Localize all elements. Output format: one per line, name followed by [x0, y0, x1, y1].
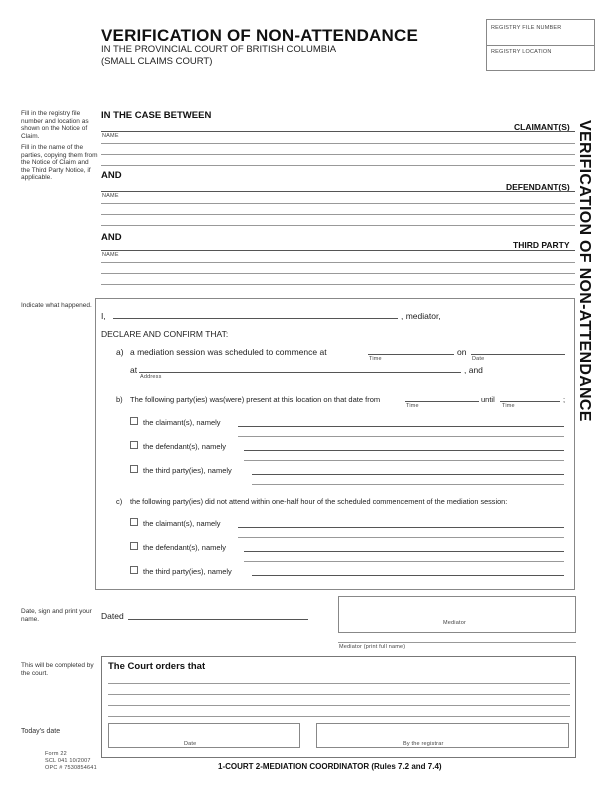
third-party-label: THIRD PARTY	[513, 240, 570, 250]
present-defendants-label: the defendant(s), namely	[143, 442, 226, 451]
mediator-print-name-field[interactable]	[338, 642, 576, 643]
present-from-time-field[interactable]	[405, 401, 479, 402]
opc-number: OPC # 7530854641	[45, 765, 97, 771]
absent-claimants-checkbox[interactable]	[130, 518, 138, 526]
court-orders-heading: The Court orders that	[108, 661, 206, 672]
and-label-1: AND	[101, 170, 122, 181]
item-a-marker: a)	[116, 347, 124, 357]
registrar-signature-box[interactable]	[316, 723, 569, 748]
registry-location-field[interactable]	[489, 56, 593, 69]
present-claimants-field[interactable]	[238, 426, 564, 427]
absent-claimants-label: the claimant(s), namely	[143, 519, 221, 528]
registrar-label: By the registrar	[403, 741, 444, 747]
registry-box	[486, 19, 595, 71]
session-address-label: Address	[140, 374, 162, 380]
present-claimants-label: the claimant(s), namely	[143, 418, 221, 427]
item-c-marker: c)	[116, 497, 123, 506]
declarant-prefix: I,	[101, 311, 106, 321]
claimant-name-label: NAME	[102, 133, 119, 139]
dated-label: Dated	[101, 611, 124, 621]
absent-defendants-label: the defendant(s), namely	[143, 543, 226, 552]
instruction-date-sign: Date, sign and print your name.	[21, 608, 92, 623]
session-time-label: Time	[369, 356, 382, 362]
instruction-registry: Fill in the registry file number and location as shown on the Notice of Claim.	[21, 110, 89, 140]
item-a-at: at	[130, 365, 138, 375]
instruction-todays-date: Today's date	[21, 728, 61, 735]
until-time-label: Time	[502, 403, 515, 409]
present-third-party-checkbox[interactable]	[130, 465, 138, 473]
form-title: VERIFICATION OF NON-ATTENDANCE	[101, 26, 419, 45]
mediator-signature-box[interactable]	[338, 596, 576, 633]
absent-claimants-field[interactable]	[238, 527, 564, 528]
present-until-time-field[interactable]	[500, 401, 560, 402]
session-address-field[interactable]	[139, 372, 461, 373]
third-party-names-field[interactable]	[101, 251, 575, 285]
mediator-signature-label: Mediator	[443, 620, 466, 626]
instruction-what-happened: Indicate what happened.	[21, 302, 92, 309]
absent-third-party-field[interactable]	[252, 575, 564, 576]
item-c-text: the following party(ies) did not attend within one-half hour of the scheduled commencement of the mediation session:	[130, 497, 508, 506]
court-date-label: Date	[184, 741, 197, 747]
vertical-form-title: VERIFICATION OF NON-ATTENDANCE	[576, 120, 593, 422]
session-date-field[interactable]	[471, 354, 565, 355]
item-b-text: The following party(ies) was(were) present at this location on that date from	[130, 395, 381, 404]
instruction-court: This will be completed by the court.	[21, 662, 94, 677]
absent-third-party-checkbox[interactable]	[130, 566, 138, 574]
defendants-label: DEFENDANT(S)	[506, 182, 570, 192]
and-label-2: AND	[101, 232, 122, 243]
declare-confirm: DECLARE AND CONFIRM THAT:	[101, 329, 229, 339]
from-time-label: Time	[406, 403, 419, 409]
form-code: SCL 041 10/2007	[45, 758, 91, 764]
mediator-suffix: , mediator,	[401, 311, 441, 321]
court-division: (SMALL CLAIMS COURT)	[101, 56, 213, 67]
session-time-field[interactable]	[368, 354, 454, 355]
item-a-on: on	[457, 347, 467, 357]
distribution-footer: 1-COURT 2-MEDIATION COORDINATOR (Rules 7.2 and 7.4)	[218, 762, 442, 771]
present-defendants-checkbox[interactable]	[130, 441, 138, 449]
item-b-semicolon: ;	[563, 395, 566, 404]
item-a-text: a mediation session was scheduled to commence at	[130, 347, 327, 357]
claimants-label: CLAIMANT(S)	[514, 122, 570, 132]
present-third-party-field[interactable]	[252, 474, 564, 475]
session-date-label: Date	[472, 356, 485, 362]
item-b-until: until	[481, 395, 495, 404]
claimant-names-field[interactable]	[101, 132, 575, 166]
registry-file-number-field[interactable]	[489, 32, 593, 44]
form-number: Form 22	[45, 751, 67, 757]
defendant-name-label: NAME	[102, 193, 119, 199]
mediator-name-field[interactable]	[113, 318, 398, 319]
registry-location-label: REGISTRY LOCATION	[491, 49, 552, 55]
registry-file-number-label: REGISTRY FILE NUMBER	[491, 25, 562, 31]
present-defendants-field[interactable]	[244, 450, 564, 451]
court-date-box[interactable]	[108, 723, 300, 748]
present-claimants-checkbox[interactable]	[130, 417, 138, 425]
absent-third-party-label: the third party(ies), namely	[143, 567, 232, 576]
item-a-and: , and	[464, 365, 483, 375]
court-name: IN THE PROVINCIAL COURT OF BRITISH COLUMBIA	[101, 44, 337, 55]
instruction-parties: Fill in the name of the parties, copying them from the Notice of Claim and the Third Party Notice, if applicable.	[21, 144, 98, 181]
dated-field[interactable]	[128, 619, 308, 620]
absent-defendants-checkbox[interactable]	[130, 542, 138, 550]
defendant-names-field[interactable]	[101, 192, 575, 226]
item-b-marker: b)	[116, 395, 123, 404]
mediator-print-name-label: Mediator (print full name)	[339, 644, 406, 650]
present-third-party-label: the third party(ies), namely	[143, 466, 232, 475]
court-orders-field[interactable]	[108, 674, 570, 718]
case-between-heading: IN THE CASE BETWEEN	[101, 110, 212, 121]
third-party-name-label: NAME	[102, 252, 119, 258]
absent-defendants-field[interactable]	[244, 551, 564, 552]
